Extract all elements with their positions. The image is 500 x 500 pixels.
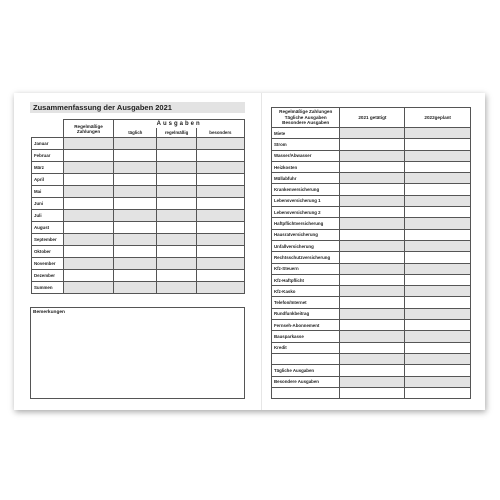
entry-cell[interactable] (114, 222, 157, 234)
entry-cell[interactable] (63, 234, 113, 246)
table-row (272, 229, 471, 240)
table-row (272, 320, 471, 331)
entry-cell[interactable] (405, 263, 471, 274)
entry-cell[interactable] (157, 186, 196, 198)
remarks-box[interactable] (30, 307, 245, 399)
entry-cell[interactable] (63, 282, 113, 294)
table-row (272, 207, 471, 218)
entry-cell[interactable] (340, 229, 405, 240)
entry-cell[interactable] (405, 229, 471, 240)
entry-cell[interactable] (196, 234, 244, 246)
entry-cell[interactable] (196, 186, 244, 198)
table-row (272, 139, 471, 150)
monthly-summary-table (31, 119, 245, 294)
header-line-special: Besondere Ausgaben (282, 120, 330, 126)
corner-cell (32, 120, 64, 138)
entry-cell[interactable] (405, 207, 471, 218)
entry-cell[interactable] (114, 210, 157, 222)
payment-label: Kredit (272, 342, 340, 353)
header-besonders: besonders (196, 128, 244, 138)
payment-label: Kfz-Steuern (272, 263, 340, 274)
entry-cell[interactable] (157, 282, 196, 294)
entry-cell[interactable] (340, 161, 405, 172)
entry-cell[interactable] (340, 263, 405, 274)
table-row (272, 173, 471, 184)
table-row (272, 218, 471, 229)
payment-label: Rundfunkbeitrag (272, 308, 340, 319)
entry-cell[interactable] (340, 387, 405, 398)
payment-label: Wasser/Abwasser (272, 150, 340, 161)
entry-cell[interactable] (340, 331, 405, 342)
payment-label: Miete (272, 128, 340, 139)
month-label: November (32, 258, 64, 270)
entry-cell[interactable] (157, 138, 196, 150)
entry-cell[interactable] (405, 218, 471, 229)
entry-cell[interactable] (114, 282, 157, 294)
month-label: Juli (32, 210, 64, 222)
month-label: Mai (32, 186, 64, 198)
month-label: Dezember (32, 270, 64, 282)
entry-cell[interactable] (405, 252, 471, 263)
payment-label: Haftpflichtversicherung (272, 218, 340, 229)
entry-cell[interactable] (405, 139, 471, 150)
table-row (32, 174, 245, 186)
entry-cell[interactable] (340, 342, 405, 353)
payment-label: Hausratversicherung (272, 229, 340, 240)
entry-cell[interactable] (340, 252, 405, 263)
entry-cell[interactable] (405, 365, 471, 376)
entry-cell[interactable] (405, 353, 471, 364)
entry-cell[interactable] (196, 258, 244, 270)
table-row (272, 274, 471, 285)
table-row (272, 128, 471, 139)
table-row (32, 162, 245, 174)
header-2021-spent: 2021 getätigt (340, 108, 405, 128)
entry-cell[interactable] (340, 173, 405, 184)
entry-cell[interactable] (405, 286, 471, 297)
entry-cell[interactable] (114, 174, 157, 186)
entry-cell[interactable] (340, 184, 405, 195)
entry-cell[interactable] (63, 246, 113, 258)
entry-cell[interactable] (157, 150, 196, 162)
entry-cell[interactable] (340, 308, 405, 319)
entry-cell[interactable] (114, 198, 157, 210)
entry-cell[interactable] (340, 195, 405, 206)
month-label: August (32, 222, 64, 234)
payment-label: Fernseh-Abonnement (272, 320, 340, 331)
month-label: Oktober (32, 246, 64, 258)
header-payment-types (272, 108, 340, 128)
month-label: Februar (32, 150, 64, 162)
table-row (272, 353, 471, 364)
entry-cell[interactable] (196, 282, 244, 294)
table-row (272, 297, 471, 308)
entry-cell[interactable] (405, 128, 471, 139)
payments-table (271, 107, 471, 399)
entry-cell[interactable] (63, 210, 113, 222)
entry-cell[interactable] (405, 297, 471, 308)
entry-cell[interactable] (63, 222, 113, 234)
table-row (272, 308, 471, 319)
entry-cell[interactable] (196, 222, 244, 234)
header-2022-planned: 2022geplant (405, 108, 471, 128)
entry-cell[interactable] (196, 174, 244, 186)
payment-label: Bausparkasse (272, 331, 340, 342)
entry-cell[interactable] (63, 138, 113, 150)
table-row (272, 184, 471, 195)
entry-cell[interactable] (114, 150, 157, 162)
header-regular-payments: Regelmäßige Zahlungen (63, 120, 113, 138)
table-row (32, 282, 245, 294)
header-line-daily: Tägliche Ausgaben (284, 114, 327, 120)
entry-cell[interactable] (114, 246, 157, 258)
entry-cell[interactable] (196, 246, 244, 258)
header-ausgaben-group: Ausgaben (114, 120, 245, 129)
payment-label: Lebensversicherung 2 (272, 207, 340, 218)
document-sheet (14, 93, 485, 410)
entry-cell[interactable] (157, 210, 196, 222)
payment-label: Telefon/Internet (272, 297, 340, 308)
entry-cell[interactable] (157, 222, 196, 234)
month-label: März (32, 162, 64, 174)
month-label: Januar (32, 138, 64, 150)
month-label: April (32, 174, 64, 186)
entry-cell[interactable] (405, 161, 471, 172)
entry-cell[interactable] (340, 365, 405, 376)
entry-cell[interactable] (340, 286, 405, 297)
entry-cell[interactable] (114, 234, 157, 246)
table-row (272, 263, 471, 274)
entry-cell[interactable] (405, 320, 471, 331)
table-row (32, 270, 245, 282)
month-label: Summen (32, 282, 64, 294)
table-row (272, 365, 471, 376)
entry-cell[interactable] (340, 353, 405, 364)
entry-cell[interactable] (340, 376, 405, 387)
table-row (32, 222, 245, 234)
payment-label: Kfz-Kasko (272, 286, 340, 297)
entry-cell[interactable] (340, 218, 405, 229)
table-row (272, 331, 471, 342)
table-row (32, 258, 245, 270)
payment-label: Müllabfuhr (272, 173, 340, 184)
payment-label: Tägliche Ausgaben (272, 365, 340, 376)
entry-cell[interactable] (157, 270, 196, 282)
payment-label: Unfallversicherung (272, 240, 340, 251)
payment-label (272, 353, 340, 364)
table-row (272, 387, 471, 398)
entry-cell[interactable] (405, 376, 471, 387)
table-row (32, 234, 245, 246)
entry-cell[interactable] (157, 258, 196, 270)
table-row (272, 150, 471, 161)
header-regelmaessig: regelmäßig (157, 128, 196, 138)
payment-label: Strom (272, 139, 340, 150)
table-row (32, 198, 245, 210)
page-fold (261, 93, 262, 410)
entry-cell[interactable] (405, 308, 471, 319)
entry-cell[interactable] (405, 387, 471, 398)
entry-cell[interactable] (63, 258, 113, 270)
table-row (32, 150, 245, 162)
entry-cell[interactable] (114, 270, 157, 282)
entry-cell[interactable] (405, 342, 471, 353)
entry-cell[interactable] (114, 162, 157, 174)
entry-cell[interactable] (63, 186, 113, 198)
entry-cell[interactable] (63, 162, 113, 174)
entry-cell[interactable] (340, 150, 405, 161)
header-taeglich: täglich (114, 128, 157, 138)
entry-cell[interactable] (340, 207, 405, 218)
entry-cell[interactable] (157, 174, 196, 186)
payment-label: Kfz-Haftpflicht (272, 274, 340, 285)
payment-label: Heizkosten (272, 161, 340, 172)
month-label: Juni (32, 198, 64, 210)
entry-cell[interactable] (196, 162, 244, 174)
entry-cell[interactable] (340, 128, 405, 139)
entry-cell[interactable] (405, 274, 471, 285)
entry-cell[interactable] (340, 274, 405, 285)
entry-cell[interactable] (405, 184, 471, 195)
entry-cell[interactable] (340, 297, 405, 308)
entry-cell[interactable] (196, 198, 244, 210)
table-row (272, 376, 471, 387)
entry-cell[interactable] (114, 258, 157, 270)
table-row (272, 240, 471, 251)
entry-cell[interactable] (196, 138, 244, 150)
entry-cell[interactable] (405, 173, 471, 184)
entry-cell[interactable] (114, 138, 157, 150)
payment-label: Besondere Ausgaben (272, 376, 340, 387)
table-row (32, 210, 245, 222)
entry-cell[interactable] (157, 162, 196, 174)
entry-cell[interactable] (405, 150, 471, 161)
entry-cell[interactable] (405, 240, 471, 251)
entry-cell[interactable] (196, 210, 244, 222)
month-label: September (32, 234, 64, 246)
payment-label: Rechtsschutzversicherung (272, 252, 340, 263)
entry-cell[interactable] (340, 320, 405, 331)
payment-label: Lebensversicherung 1 (272, 195, 340, 206)
payment-label (272, 387, 340, 398)
entry-cell[interactable] (157, 246, 196, 258)
table-row (272, 252, 471, 263)
entry-cell[interactable] (114, 186, 157, 198)
payment-label: Krankenversicherung (272, 184, 340, 195)
table-row (32, 186, 245, 198)
table-row (272, 195, 471, 206)
entry-cell[interactable] (340, 240, 405, 251)
entry-cell[interactable] (157, 198, 196, 210)
table-row (272, 342, 471, 353)
table-row (32, 138, 245, 150)
entry-cell[interactable] (405, 195, 471, 206)
entry-cell[interactable] (63, 198, 113, 210)
entry-cell[interactable] (340, 139, 405, 150)
entry-cell[interactable] (63, 174, 113, 186)
entry-cell[interactable] (405, 331, 471, 342)
entry-cell[interactable] (157, 234, 196, 246)
entry-cell[interactable] (63, 270, 113, 282)
remarks-label: Bemerkungen (33, 310, 65, 315)
header-line-regular: Regelmäßige Zahlungen (279, 109, 333, 115)
entry-cell[interactable] (196, 150, 244, 162)
table-row (272, 286, 471, 297)
left-page-title: Zusammenfassung der Ausgaben 2021 (30, 102, 245, 113)
table-row (32, 246, 245, 258)
entry-cell[interactable] (63, 150, 113, 162)
table-row (272, 161, 471, 172)
entry-cell[interactable] (196, 270, 244, 282)
